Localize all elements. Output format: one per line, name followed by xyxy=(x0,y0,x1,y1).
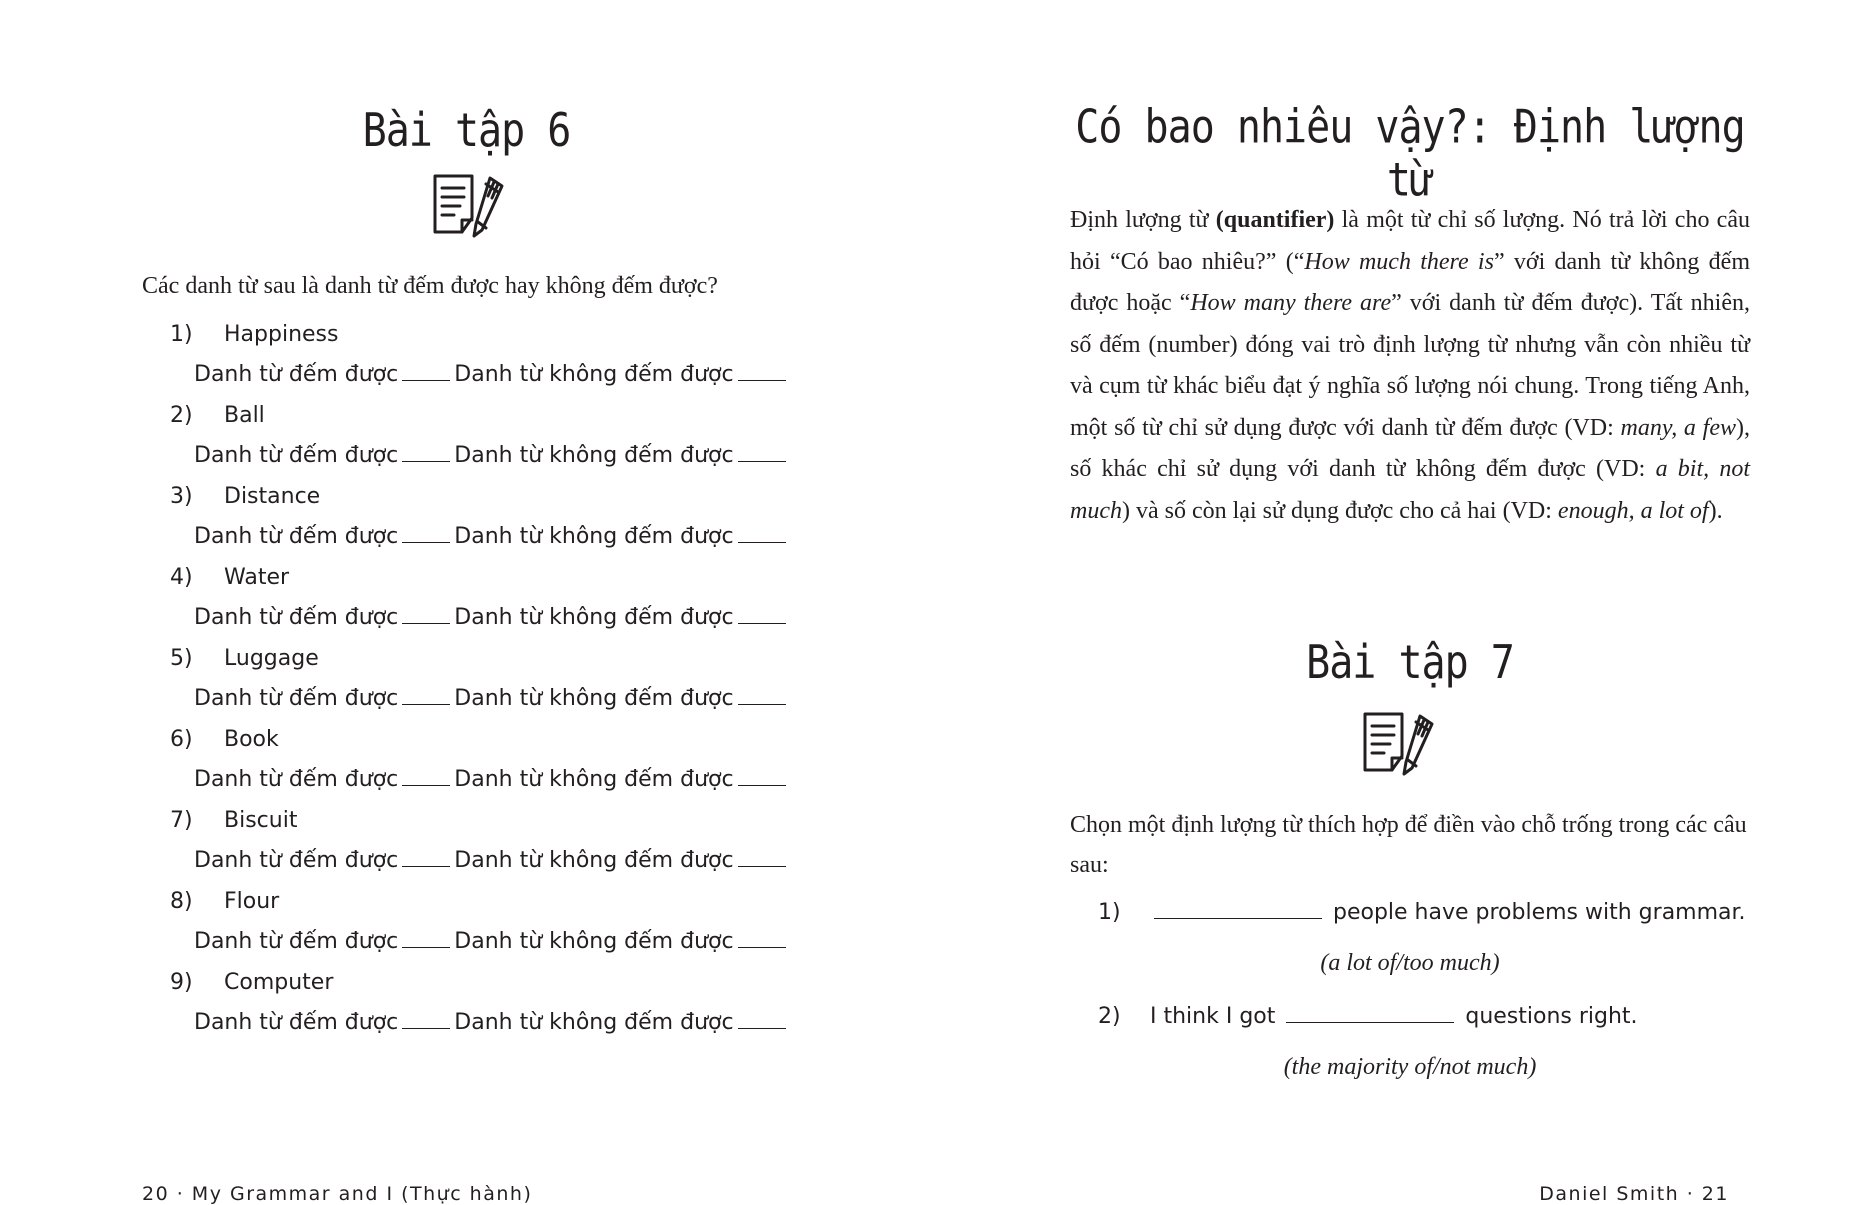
paragraph-text: ) và số còn lại sử dụng được cho cả hai (VD: xyxy=(1121,497,1558,524)
paragraph-italic: How much there is xyxy=(1304,248,1494,275)
list-item xyxy=(170,727,810,808)
uncountable-blank[interactable] xyxy=(738,688,786,705)
sentence-after: people have problems with grammar. xyxy=(1326,900,1746,925)
uncountable-label: Danh từ không đếm được xyxy=(454,686,734,711)
uncountable-blank[interactable] xyxy=(738,931,786,948)
item-word: Biscuit xyxy=(224,808,298,833)
left-page-footer: 20 · My Grammar and I (Thực hành) xyxy=(142,1183,533,1205)
item-number: 1) xyxy=(170,322,193,347)
paragraph-text: ” với danh từ không đếm được hoặc “ xyxy=(1070,248,1750,316)
countable-label: Danh từ đếm được xyxy=(194,767,399,792)
countable-label: Danh từ đếm được xyxy=(194,1010,399,1035)
item-word: Computer xyxy=(224,970,334,995)
answer-line xyxy=(194,443,790,468)
paragraph-italic: enough, a lot of xyxy=(1557,497,1709,524)
item-number: 6) xyxy=(170,727,193,752)
item-sentence xyxy=(1150,900,1746,925)
item-number: 5) xyxy=(170,646,193,671)
answer-line xyxy=(194,686,790,711)
countable-label: Danh từ đếm được xyxy=(194,686,399,711)
answer-line xyxy=(194,1010,790,1035)
uncountable-label: Danh từ không đếm được xyxy=(454,605,734,630)
item-number: 2) xyxy=(170,403,193,428)
exercise-7-question: Chọn một định lượng từ thích hợp để điền vào chỗ trống trong các câu sau: xyxy=(1070,812,1747,878)
answer-line xyxy=(194,929,790,954)
list-item xyxy=(170,565,810,646)
answer-line xyxy=(194,767,790,792)
countable-blank[interactable] xyxy=(402,688,450,705)
item-word: Ball xyxy=(224,403,265,428)
countable-blank[interactable] xyxy=(402,1012,450,1029)
item-number: 2) xyxy=(1098,1004,1121,1029)
uncountable-blank[interactable] xyxy=(738,769,786,786)
item-word: Flour xyxy=(224,889,280,914)
paragraph-italic: many, a few xyxy=(1620,414,1736,441)
countable-blank[interactable] xyxy=(402,607,450,624)
answer-line xyxy=(194,605,790,630)
uncountable-label: Danh từ không đếm được xyxy=(454,443,734,468)
paragraph-text: ). xyxy=(1708,497,1723,524)
item-word: Happiness xyxy=(224,322,339,347)
uncountable-label: Danh từ không đếm được xyxy=(454,848,734,873)
uncountable-label: Danh từ không đếm được xyxy=(454,767,734,792)
countable-blank[interactable] xyxy=(402,769,450,786)
countable-label: Danh từ đếm được xyxy=(194,443,399,468)
item-number: 3) xyxy=(170,484,193,509)
document-pencil-icon xyxy=(1360,708,1456,780)
document-pencil-icon xyxy=(430,170,526,242)
list-item xyxy=(170,646,810,727)
item-number: 4) xyxy=(170,565,193,590)
item-word: Luggage xyxy=(224,646,319,671)
answer-line xyxy=(194,524,790,549)
uncountable-label: Danh từ không đếm được xyxy=(454,929,734,954)
item-word: Distance xyxy=(224,484,321,509)
uncountable-blank[interactable] xyxy=(738,526,786,543)
item-hint: (the majority of/not much) xyxy=(1283,1054,1537,1080)
uncountable-blank[interactable] xyxy=(738,607,786,624)
paragraph-text: Định lượng từ xyxy=(1070,207,1216,233)
quantifier-paragraph xyxy=(1070,200,1750,532)
list-item xyxy=(170,403,810,484)
right-page-footer: Daniel Smith · 21 xyxy=(1539,1183,1729,1205)
fill-blank[interactable] xyxy=(1154,900,1322,919)
countable-blank[interactable] xyxy=(402,526,450,543)
list-item xyxy=(170,889,810,970)
exercise-6-question: Các danh từ sau là danh từ đếm được hay không đếm được? xyxy=(142,273,718,299)
countable-blank[interactable] xyxy=(402,364,450,381)
uncountable-blank[interactable] xyxy=(738,1012,786,1029)
sentence-before: I think I got xyxy=(1150,1004,1283,1029)
paragraph-bold-term: (quantifier) xyxy=(1215,207,1335,233)
list-item xyxy=(170,808,810,889)
list-item xyxy=(170,484,810,565)
sentence-after: questions right. xyxy=(1458,1004,1638,1029)
paragraph-text: là một từ chỉ số lượng. Nó trả lời cho câu hỏi “Có bao nhiêu?” (“ xyxy=(1070,207,1750,275)
countable-label: Danh từ đếm được xyxy=(194,524,399,549)
item-number: 7) xyxy=(170,808,193,833)
right-page xyxy=(933,0,1867,1205)
uncountable-blank[interactable] xyxy=(738,364,786,381)
section-heading: Có bao nhiêu vậy?: Định lượng từ xyxy=(1075,101,1745,207)
fill-blank[interactable] xyxy=(1286,1004,1454,1023)
item-word: Book xyxy=(224,727,279,752)
countable-label: Danh từ đếm được xyxy=(194,362,399,387)
exercise-6-list xyxy=(170,322,810,1051)
paragraph-italic: a bit, not much xyxy=(1070,456,1750,524)
uncountable-label: Danh từ không đếm được xyxy=(454,524,734,549)
item-sentence xyxy=(1150,1004,1638,1029)
countable-label: Danh từ đếm được xyxy=(194,605,399,630)
item-word: Water xyxy=(224,565,290,590)
countable-blank[interactable] xyxy=(402,445,450,462)
paragraph-text: ” với danh từ đếm được). Tất nhiên, số đếm (number) đóng vai trò định lượng từ nhưng vẫn còn nhiều từ và cụm từ khác biểu đạt ý nghĩa số lượng nói chung. Trong tiếng Anh, một số từ chỉ sử dụng được với danh từ đếm được (VD: xyxy=(1070,290,1750,441)
uncountable-blank[interactable] xyxy=(738,445,786,462)
paragraph-text: ), số khác chỉ sử dụng với danh từ không đếm được (VD: xyxy=(1070,414,1750,482)
exercise-6-heading: Bài tập 6 xyxy=(362,104,571,158)
countable-blank[interactable] xyxy=(402,850,450,867)
countable-blank[interactable] xyxy=(402,931,450,948)
item-number: 9) xyxy=(170,970,193,995)
list-item xyxy=(170,322,810,403)
item-number: 1) xyxy=(1098,900,1121,925)
uncountable-label: Danh từ không đếm được xyxy=(454,1010,734,1035)
countable-label: Danh từ đếm được xyxy=(194,929,399,954)
paragraph-italic: How many there are xyxy=(1190,290,1392,316)
uncountable-blank[interactable] xyxy=(738,850,786,867)
left-page xyxy=(0,0,933,1205)
countable-label: Danh từ đếm được xyxy=(194,848,399,873)
exercise-7-heading: Bài tập 7 xyxy=(1306,636,1514,690)
answer-line xyxy=(194,848,790,873)
answer-line xyxy=(194,362,790,387)
uncountable-label: Danh từ không đếm được xyxy=(454,362,734,387)
item-number: 8) xyxy=(170,889,193,914)
item-hint: (a lot of/too much) xyxy=(1320,950,1500,976)
list-item xyxy=(170,970,810,1051)
